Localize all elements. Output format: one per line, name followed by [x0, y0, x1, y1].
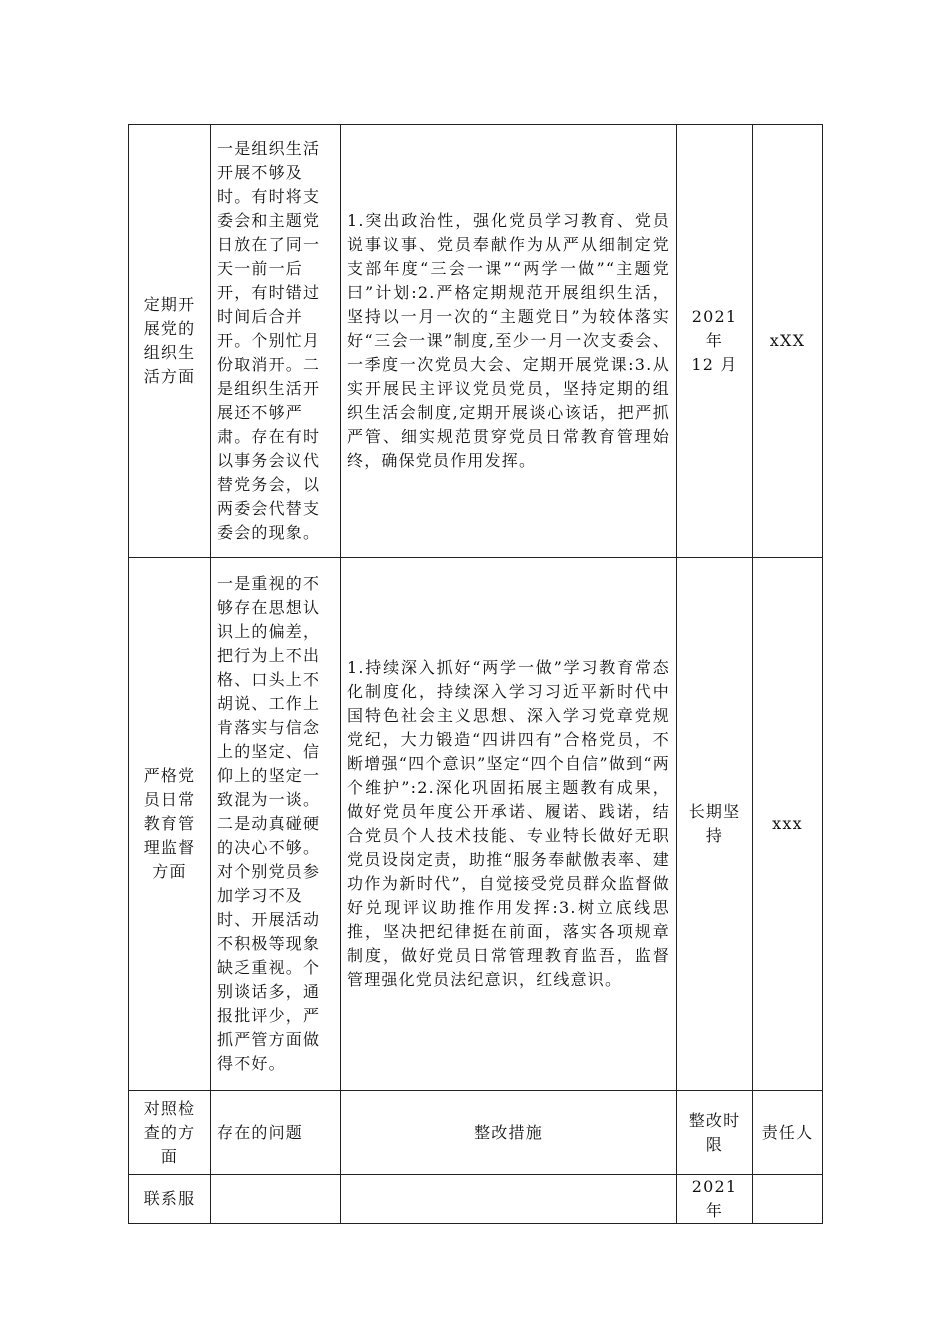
aspect-text: 定期开 展党的 组织生 活方面 — [143, 295, 196, 386]
header-measure-text: 整改措施 — [474, 1122, 543, 1142]
table-row — [129, 125, 823, 558]
header-person-text: 责任人 — [761, 1122, 814, 1142]
aspect-cell — [129, 1175, 211, 1224]
header-person — [753, 1091, 823, 1175]
problem-cell — [211, 1175, 341, 1224]
deadline-text: 2021 年 — [691, 1177, 738, 1220]
person-cell — [753, 125, 823, 558]
problem-cell — [211, 125, 341, 558]
problem-cell — [211, 558, 341, 1091]
problem-text: 一是组织生活开展不够及时。有时将支委会和主题党日放在了同一天一前一后开，有时错过时间后合并开。个别忙月份取消开。二是组织生活开展还不够严肃。存在有时以事务会议代替党务会，以两委会代替支委会的现象。 — [217, 139, 321, 542]
header-deadline — [677, 1091, 753, 1175]
rectification-table — [128, 124, 823, 1224]
problem-text: 一是重视的不够存在思想认识上的偏差，把行为上不出格、口头上不胡说、工作上肯落实与信念上的坚定、信仰上的坚定一致混为一谈。二是动真碰硬的决心不够。对个别党员参加学习不及时、开展活动不积极等现象缺乏重视。个别谈话多，通报批评少，严抓严管方面做得不好。 — [217, 574, 321, 1073]
header-problem — [211, 1091, 341, 1175]
header-problem-text: 存在的问题 — [217, 1122, 304, 1142]
header-deadline-text: 整改时 限 — [688, 1110, 741, 1154]
header-aspect-text: 对照检 查的方 面 — [143, 1098, 196, 1166]
deadline-cell — [677, 125, 753, 558]
aspect-cell — [129, 125, 211, 558]
deadline-cell — [677, 558, 753, 1091]
table-header-row — [129, 1091, 823, 1175]
header-aspect — [129, 1091, 211, 1175]
aspect-text: 联系服 — [143, 1189, 196, 1208]
aspect-cell — [129, 558, 211, 1091]
deadline-text: 长期坚 持 — [688, 802, 741, 845]
person-cell — [753, 1175, 823, 1224]
measure-text: 1.持续深入抓好“两学一做”学习教育常态化制度化，持续深入学习习近平新时代中国特色社会主义思想、深入学习党章党规党纪，大力锻造“四讲四有”合格党员，不断增强“四个意识”坚定“四个自信”做到“两个维护”:2.深化巩固拓展主题教有成果，做好党员年度公开承诺、履诺、践诺，结合党员个人技术技能、专业特长做好无职党员设岗定责，助推“服务奉献傲表率、建功作为新时代”，自觉接受党员群众监督做好兑现评议助推作用发挥:3.树立底线思推，坚决把纪律挺在前面，落实各项规章制度，做好党员日常管理教育监吾，监督管理强化党员法纪意识，红线意识。 — [347, 658, 670, 989]
person-text: xxx — [772, 814, 803, 833]
measure-cell — [341, 558, 677, 1091]
header-measure — [341, 1091, 677, 1175]
person-text: xXX — [769, 331, 806, 350]
aspect-text: 严格党 员日常 教育管 理监督 方面 — [143, 766, 196, 881]
measure-text: 1.突出政治性，强化党员学习教育、党员说事议事、党员奉献作为从严从细制定党支部年度“三会一课”“两学一做”“主题党曰”计划:2.严格定期规范开展组织生活，坚持以一月一次的“主题党日”为较体落实好“三会一课”制度,至少一月一次支委会、一季度一次党员大会、定期开展党课:3.从实开展民主评议党员党员，坚持定期的组织生活会制度,定期开展谈心该话，把严抓严管、细实规范贯穿党员日常教育管理始终，确保党员作用发挥。 — [347, 211, 670, 470]
table-row-partial — [129, 1175, 823, 1224]
deadline-cell — [677, 1175, 753, 1224]
measure-cell — [341, 1175, 677, 1224]
measure-cell — [341, 125, 677, 558]
deadline-text: 2021 年 12 月 — [691, 307, 738, 374]
person-cell — [753, 558, 823, 1091]
table-row — [129, 558, 823, 1091]
